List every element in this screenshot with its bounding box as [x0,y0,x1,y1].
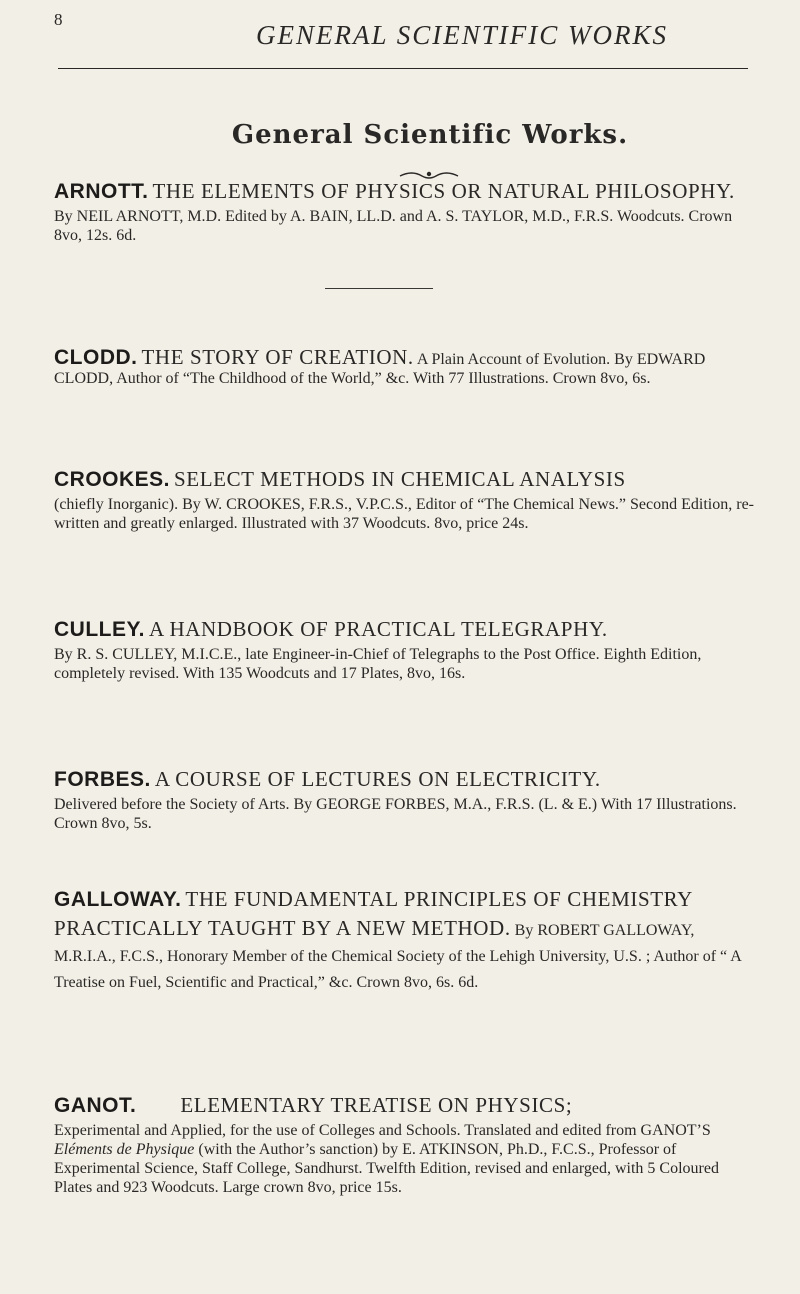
entry-title: A COURSE OF LECTURES ON ELECTRICITY. [154,767,601,791]
entry-details: A Plain Account of Evolution. By EDWARD CLODD, Author of “The Childhood of the World,” &c. With 77 Illustrations. Crown 8vo, 6s. [54,351,706,387]
section-heading: General Scientific Works. [231,120,629,150]
entry-author: CROOKES. [54,468,171,491]
entry-details: (chiefly Inorganic). By W. CROOKES, F.R.S., V.P.C.S., Editor of “The Chemical News.” Second Edition, re-written and greatly enlarged. Illustrated with 37 Woodcuts. 8vo, price 24s. [54,496,754,532]
entry-author: CLODD. [54,346,138,369]
entry-ganot [54,1092,754,1197]
entry-author: ARNOTT. [54,180,149,203]
entry-title: ELEMENTARY TREATISE ON PHYSICS; [180,1093,573,1117]
entry-clodd [54,345,754,388]
running-head: GENERAL SCIENTIFIC WORKS [256,20,668,50]
entry-details-italic-title: Eléments de Physique [54,1141,195,1158]
entry-details: Delivered before the Society of Arts. By GEORGE FORBES, M.A., F.R.S. (L. & E.) With 17 Illustrations. Crown 8vo, 5s. [54,796,737,832]
entry-crookes [54,466,754,533]
entry-details: Experimental and Applied, for the use of Colleges and Schools. Translated and edited from GANOT’S [54,1122,711,1139]
entry-title: THE STORY OF CREATION. [141,345,414,369]
entry-title: THE FUNDAMENTAL PRINCIPLES OF CHEMISTRY PRACTICALLY TAUGHT BY A NEW METHOD. [54,887,693,940]
entry-title: A HANDBOOK OF PRACTICAL TELEGRAPHY. [149,617,608,641]
entry-title: THE ELEMENTS OF PHYSICS OR NATURAL PHILOSOPHY. [152,179,735,203]
entry-author: GANOT. [54,1094,137,1117]
entry-author: FORBES. [54,768,151,791]
entry-author: CULLEY. [54,618,146,641]
entry-galloway [54,886,754,996]
entry-details: By R. S. CULLEY, M.I.C.E., late Engineer-in-Chief of Telegraphs to the Post Office. Eighth Edition, completely revised. With 135 Woodcuts and 17 Plates, 8vo, 16s. [54,646,702,682]
entry-divider [325,288,433,289]
entry-arnott [54,178,754,245]
entry-details: By NEIL ARNOTT, M.D. Edited by A. BAIN, LL.D. and A. S. TAYLOR, M.D., F.R.S. Woodcuts. Crown 8vo, 12s. 6d. [54,208,733,244]
page-number: 8 [54,10,63,29]
entry-title: SELECT METHODS IN CHEMICAL ANALYSIS [174,467,626,491]
header-rule [58,68,748,69]
entry-details: (with the Author’s sanction) by E. ATKINSON, Ph.D., F.C.S., Professor of Experimental Science, Staff College, Sandhurst. Twelfth Edition, revised and enlarged, with 5 Coloured Plates and 923 Woodcuts. Large crown 8vo, price 15s. [54,1141,719,1196]
entry-details: By ROBERT GALLOWAY, M.R.I.A., F.C.S., Honorary Member of the Chemical Society of the Lehigh University, U.S. ; Author of “ A Treatise on Fuel, Scientific and Practical,” &c. Crown 8vo, 6s. 6d. [54,922,741,991]
entry-author: GALLOWAY. [54,888,182,911]
entry-culley [54,616,754,683]
entry-forbes [54,766,754,833]
